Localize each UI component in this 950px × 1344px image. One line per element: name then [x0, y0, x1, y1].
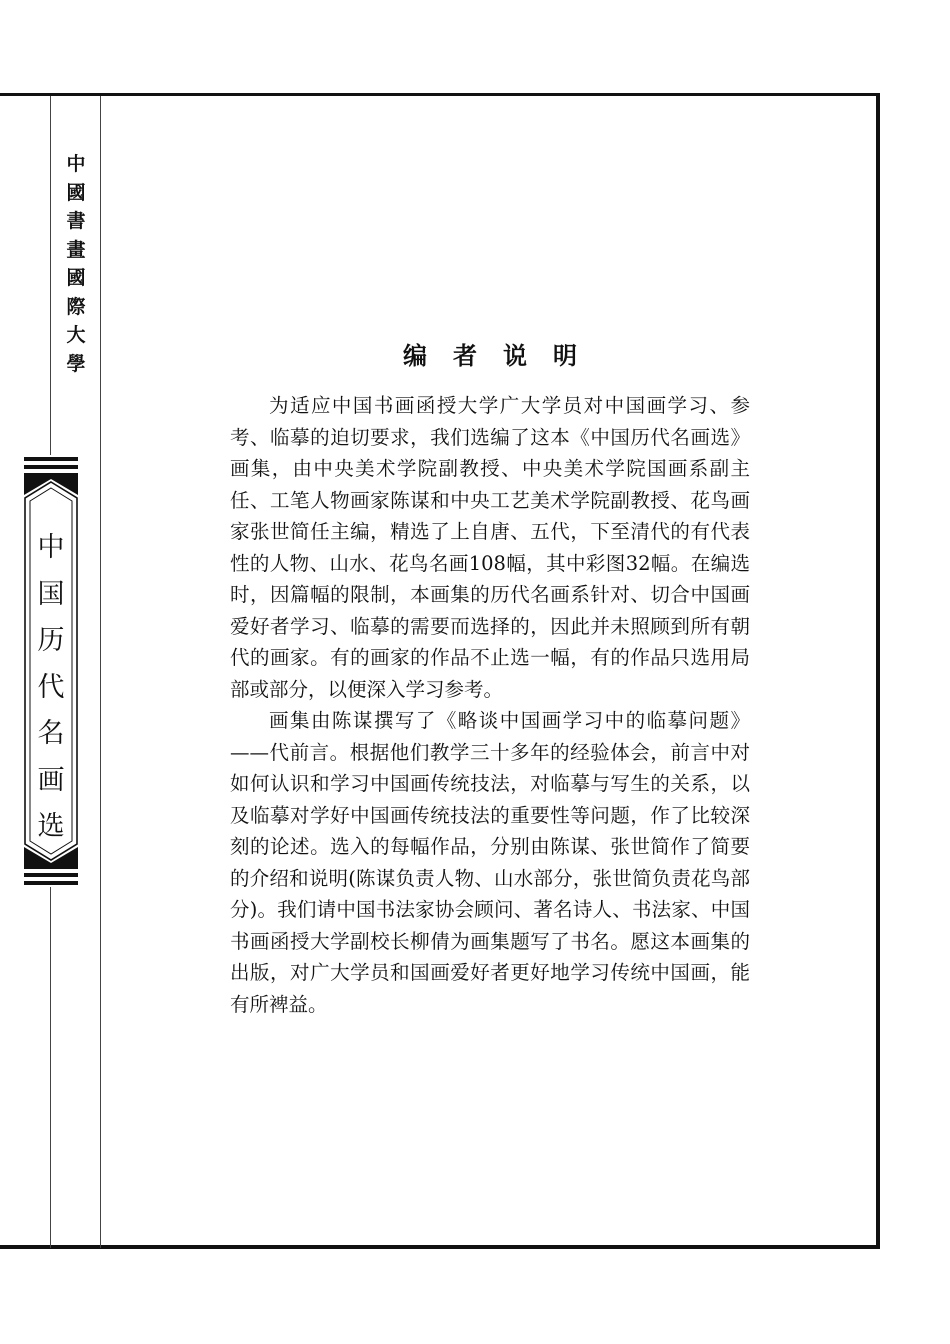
- label-char: 选: [37, 811, 65, 842]
- spine-char: 書: [66, 210, 86, 232]
- label-title: [20, 525, 82, 851]
- spine-publisher-name: [62, 150, 90, 378]
- spine-char: 國: [66, 267, 86, 289]
- label-char: 历: [37, 625, 65, 656]
- label-char: 代: [37, 671, 65, 703]
- spine-char: 大: [66, 324, 86, 346]
- spine-char: 國: [66, 181, 86, 204]
- document-body: [230, 390, 750, 1020]
- spine-char: 學: [66, 352, 86, 375]
- spine-rule-right: [100, 96, 101, 1248]
- spine-char: 際: [66, 295, 86, 318]
- document-title: 编者说明: [403, 342, 603, 370]
- paragraph: 为适应中国书画函授大学广大学员对中国画学习、参考、临摹的迫切要求，我们选编了这本《中国历代名画选》画集，由中央美术学院副教授、中央美术学院国画系副主任、工笔人物画家陈谋和中央工艺美术学院副教授、花鸟画家张世简任主编，精选了上自唐、五代，下至清代的有代表性的人物、山水、花鸟名画108幅，其中彩图32幅。在编选时，因篇幅的限制，本画集的历代名画系针对、切合中国画爱好者学习、临摹的需要而选择的，因此并未照顾到所有朝代的画家。有的画家的作品不止选一幅，有的作品只选用局部或部分，以便深入学习参考。: [230, 394, 750, 701]
- spine-char: 中: [66, 153, 86, 175]
- spine-char: 畫: [66, 238, 86, 261]
- spine-title-label: [20, 455, 82, 887]
- paragraph: 画集由陈谋撰写了《略谈中国画学习中的临摹问题》——代前言。根据他们教学三十多年的经验体会，前言中对如何认识和学习中国画传统技法，对临摹与写生的关系，以及临摹对学好中国画传统技法的重要性等问题，作了比较深刻的论述。选入的每幅作品，分别由陈谋、张世简作了简要的介绍和说明(陈谋负责人物、山水部分，张世简负责花鸟部分)。我们请中国书法家协会顾问、著名诗人、书法家、中国书画函授大学副校长柳倩为画集题写了书名。愿这本画集的出版，对广大学员和国画爱好者更好地学习传统中国画，能有所裨益。: [230, 709, 750, 1016]
- label-char: 名: [37, 718, 65, 749]
- label-char: 中: [37, 532, 65, 563]
- label-char: 画: [37, 764, 65, 796]
- label-char: 国: [37, 578, 65, 610]
